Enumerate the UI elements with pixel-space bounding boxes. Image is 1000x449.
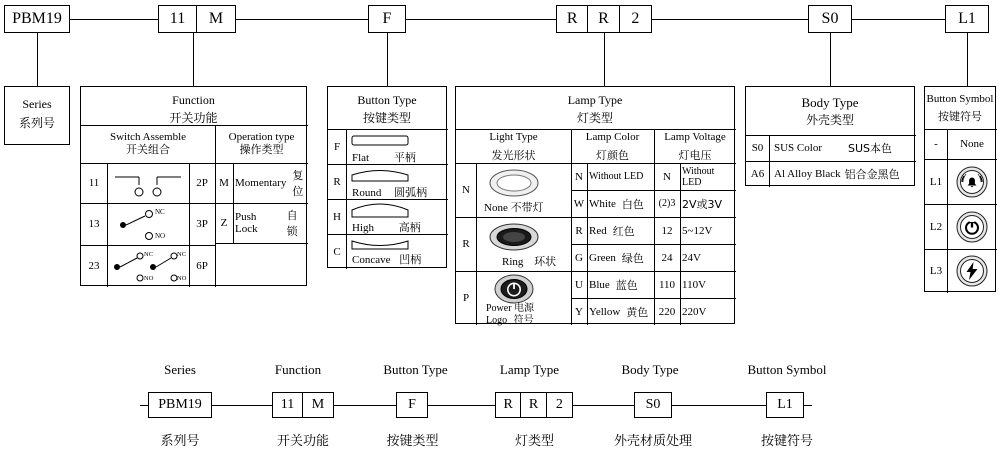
connector-line (852, 19, 945, 20)
body-type-label-0-cn: SUS本色 (848, 142, 893, 155)
assemble-code-0: 11 (88, 177, 100, 189)
operation-label-1-en: Push Lock (235, 211, 258, 235)
lamp-voltage-header-en: Lamp Voltage (664, 131, 726, 143)
button-type-label-1-cn: 圆弧柄 (394, 186, 428, 199)
button-type-label-2 (352, 219, 421, 235)
symbol-code-2: L2 (929, 220, 943, 233)
lamp-color-code-0: N (575, 170, 583, 183)
light-type-label-2b (486, 311, 534, 326)
svg-text:NO: NO (177, 275, 187, 282)
round-button-icon (350, 168, 410, 184)
operation-label-1 (235, 203, 308, 243)
light-type-code-1: R (462, 238, 470, 250)
body-type-label-1-en: Al Alloy Black (774, 168, 841, 180)
svg-text:NC: NC (144, 251, 154, 258)
lamp-color-code-1: W (573, 197, 585, 210)
lamp-color-label-3-en: Green (589, 251, 616, 264)
lamp-voltage-value-5: 220V (682, 305, 707, 318)
bell-icon (955, 165, 989, 199)
light-type-label-2-en: Power (486, 303, 512, 314)
lamp-voltage-code-0: N (663, 170, 671, 183)
bottom-code-lamp-3: 2 (555, 397, 563, 412)
schematic-3p-icon (109, 206, 187, 244)
bottom-code-function-2: M (311, 397, 325, 412)
panel-divider (233, 163, 234, 243)
symbol-code-0: - (934, 138, 938, 150)
code-lamp-2: R (588, 6, 619, 32)
button-type-code-2: H (333, 210, 341, 223)
lamp-voltage-value-0: Without LED (682, 165, 715, 188)
drop-line (830, 33, 831, 86)
svg-text:NC: NC (155, 208, 165, 216)
lamp-color-label-3 (589, 244, 654, 271)
lamp-color-code-5: Y (575, 305, 583, 318)
svg-text:NO: NO (155, 232, 166, 240)
body-type-title-en: Body Type (801, 95, 859, 110)
schematic-2p-icon (109, 167, 187, 201)
code-lamp-3: 2 (631, 10, 640, 27)
lamp-voltage-value-2: 5~12V (682, 224, 713, 237)
lamp-voltage-value-1: 2V或3V (682, 197, 723, 211)
button-type-label-0-cn: 平柄 (393, 151, 416, 164)
operation-label-1-cn: 自锁 (286, 209, 298, 238)
symbol-code-3: L3 (929, 265, 943, 277)
panel-divider (107, 163, 108, 287)
operation-label-0-en: Momentary (235, 177, 287, 189)
button-type-label-3-en: Concave (352, 254, 391, 266)
bolt-icon (955, 254, 989, 288)
lamp-voltage-code-5: 220 (658, 305, 676, 318)
lamp-color-label-2 (589, 217, 654, 244)
connector-line (406, 19, 556, 20)
lamp-color-label-1-en: White (589, 197, 616, 210)
bottom-code-lamp-1: R (496, 393, 521, 417)
body-type-label-1 (774, 161, 916, 187)
lamp-color-label-1-cn: 白色 (621, 197, 644, 211)
body-type-label-0-en: SUS Color (774, 142, 822, 154)
code-function-1: 11 (159, 6, 197, 32)
operation-type-header-en: Operation type (228, 131, 295, 143)
panel-button-type (327, 86, 447, 268)
lamp-color-code-2: R (575, 224, 583, 237)
light-type-code-2: P (462, 292, 470, 304)
bottom-code-function (272, 392, 334, 418)
button-type-code-1: R (333, 175, 341, 188)
button-type-label-3-cn: 凹柄 (399, 253, 422, 266)
connector-line (236, 19, 368, 20)
lamp-color-label-4-cn: 蓝色 (615, 278, 638, 292)
bottom-code-series-text: PBM19 (158, 397, 202, 412)
lamp-voltage-code-3: 24 (661, 251, 673, 264)
bottom-header-1: Function (274, 362, 322, 377)
code-button-type (368, 5, 406, 33)
lamp-color-header-cn: 灯颜色 (596, 149, 629, 162)
lamp-color-label-4 (589, 271, 654, 298)
lamp-color-label-0 (589, 163, 654, 190)
panel-body-type (745, 86, 915, 186)
light-type-label-2-cn2: 符号 (513, 315, 534, 326)
button-type-label-2-cn: 高柄 (398, 221, 421, 234)
button-type-code-3: C (333, 245, 341, 258)
function-title-cn: 开关功能 (169, 111, 218, 125)
schematic-6p-icon (109, 248, 187, 286)
operation-label-0 (235, 163, 308, 203)
bottom-connector-line (672, 405, 766, 406)
assemble-poles-1: 3P (196, 218, 208, 230)
concave-button-icon (350, 237, 410, 251)
lamp-color-label-5 (589, 298, 654, 325)
body-type-code-0: S0 (751, 142, 764, 154)
switch-assemble-header-cn: 开关组合 (126, 143, 170, 156)
bottom-code-button-type (396, 392, 428, 418)
code-series-text: PBM19 (12, 10, 62, 27)
light-type-label-0-en: None (484, 202, 508, 214)
body-type-label-0 (774, 135, 914, 161)
code-body-type (808, 5, 852, 33)
bottom-code-button-type-text: F (408, 397, 416, 412)
panel-divider (769, 135, 770, 187)
svg-text:NC: NC (177, 251, 187, 258)
lamp-color-code-4: U (575, 278, 583, 291)
connector-line (70, 19, 158, 20)
bottom-caption-3: 灯类型 (514, 434, 554, 449)
light-type-label-1-en: Ring (502, 256, 524, 268)
bottom-caption-0: 系列号 (160, 434, 200, 449)
lamp-voltage-header-cn: 灯电压 (678, 149, 712, 162)
button-type-title-en: Button Type (357, 93, 417, 107)
bottom-header-2: Button Type (383, 362, 448, 377)
bottom-code-body-type (634, 392, 672, 418)
button-type-label-3 (352, 251, 421, 267)
light-type-label-1-cn: 环状 (534, 255, 557, 268)
bottom-connector-line (428, 405, 495, 406)
symbol-code-1: L1 (929, 175, 943, 188)
code-series (4, 5, 70, 33)
operation-code-0: M (219, 177, 229, 189)
lamp-color-label-2-cn: 红色 (612, 224, 635, 238)
lamp-color-label-5-cn: 黄色 (626, 305, 649, 319)
drop-line (604, 33, 605, 86)
lamp-color-label-1 (589, 190, 654, 217)
bottom-caption-2: 按键类型 (386, 434, 439, 449)
code-body-type-text: S0 (821, 10, 839, 27)
drop-line (37, 33, 38, 86)
lamp-color-label-0-en: Without LED (589, 171, 644, 182)
symbol-cell-1 (947, 159, 997, 204)
body-type-code-1: A6 (750, 168, 765, 180)
bottom-header-3: Lamp Type (499, 362, 560, 377)
bottom-code-series (148, 392, 212, 418)
drop-line (193, 33, 194, 86)
assemble-code-1: 13 (88, 218, 100, 230)
panel-divider (215, 243, 308, 244)
lamp-color-label-2-en: Red (589, 224, 607, 237)
bottom-header-0: Series (164, 362, 196, 377)
button-type-title-cn: 按键类型 (362, 111, 411, 125)
code-button-symbol (945, 5, 989, 33)
none-lamp-icon (488, 167, 540, 199)
bottom-code-lamp-2: R (521, 393, 546, 417)
bottom-connector-line (212, 405, 272, 406)
bottom-code-button-symbol (766, 392, 804, 418)
assemble-code-2: 23 (88, 260, 100, 272)
code-lamp-type (556, 5, 652, 33)
lamp-color-label-4-en: Blue (589, 278, 610, 291)
bottom-code-button-symbol-text: L1 (777, 397, 793, 412)
operation-code-1: Z (220, 217, 228, 229)
bottom-connector-line (140, 405, 148, 406)
symbol-label-0: None (960, 138, 984, 150)
body-type-label-1-cn: 铝合金黑色 (844, 168, 900, 181)
flat-button-icon (350, 133, 410, 149)
symbol-cell-2 (947, 204, 997, 249)
bottom-caption-4: 外壳材质处理 (613, 434, 692, 449)
svg-text:NO: NO (144, 275, 154, 282)
symbol-title-en: Button Symbol (926, 93, 994, 105)
power-icon (955, 210, 989, 244)
bottom-code-body-type-text: S0 (645, 397, 661, 412)
function-title-en: Function (172, 93, 215, 107)
lamp-color-label-5-en: Yellow (589, 305, 621, 318)
bottom-header-4: Body Type (621, 362, 679, 377)
code-button-type-text: F (382, 10, 392, 27)
button-type-label-0 (352, 149, 416, 165)
ring-lamp-icon (488, 221, 540, 253)
lamp-voltage-code-4: 110 (658, 278, 676, 291)
lamp-title-en: Lamp Type (567, 93, 623, 107)
light-type-label-0 (484, 199, 544, 215)
light-type-label-1 (502, 253, 556, 269)
panel-divider (456, 129, 736, 130)
lamp-title-cn: 灯类型 (576, 111, 613, 125)
lamp-voltage-value-4: 110V (682, 278, 707, 291)
bottom-caption-1: 开关功能 (276, 434, 329, 449)
symbol-cell-3 (947, 249, 997, 293)
high-button-icon (350, 202, 410, 219)
panel-divider (476, 163, 477, 325)
bottom-connector-line (334, 405, 396, 406)
drop-line (967, 33, 968, 86)
switch-assemble-header-en: Switch Assemble (109, 131, 187, 143)
assemble-poles-2: 6P (196, 260, 208, 272)
series-title-en: Series (22, 97, 52, 111)
connector-line (652, 19, 808, 20)
operation-label-0-cn: 复位 (292, 169, 304, 198)
lamp-color-code-3: G (575, 251, 583, 264)
lamp-voltage-code-1: (2)3 (658, 198, 676, 209)
body-type-title-cn: 外壳类型 (805, 113, 854, 128)
light-type-label-0-cn: 不带灯 (510, 201, 544, 214)
button-type-label-1 (352, 184, 427, 200)
drop-line (387, 33, 388, 86)
code-lamp-1: R (557, 6, 588, 32)
series-title-cn: 系列号 (18, 116, 55, 130)
lamp-voltage-code-2: 12 (661, 224, 673, 237)
light-type-label-2-cn: 电源 (514, 303, 535, 314)
code-function-2: M (208, 10, 224, 27)
lamp-color-header-en: Lamp Color (585, 131, 640, 143)
symbol-title-cn: 按键符号 (938, 109, 982, 123)
bottom-connector-line (573, 405, 634, 406)
light-type-label-2-en2: Logo (486, 315, 508, 326)
button-type-label-2-en: High (352, 222, 374, 234)
panel-function (80, 86, 307, 286)
panel-button-symbol (924, 86, 996, 292)
bottom-caption-5: 按键符号 (760, 434, 813, 449)
code-button-symbol-text: L1 (958, 10, 976, 27)
button-type-label-0-en: Flat (352, 152, 370, 164)
bottom-header-5: Button Symbol (747, 362, 827, 377)
assemble-poles-0: 2P (196, 177, 208, 189)
button-type-code-0: F (333, 140, 341, 153)
code-function (158, 5, 236, 33)
light-type-header-cn: 发光形状 (491, 149, 536, 162)
bottom-connector-line (804, 405, 812, 406)
light-type-code-0: N (462, 184, 470, 196)
panel-series (4, 86, 70, 145)
panel-lamp-type (455, 86, 735, 324)
bottom-code-lamp-type (495, 392, 573, 418)
bottom-code-function-1: 11 (273, 393, 303, 417)
button-type-label-1-en: Round (352, 187, 382, 199)
light-type-header-en: Light Type (489, 131, 538, 143)
operation-type-header-cn: 操作类型 (239, 143, 284, 156)
lamp-voltage-value-3: 24V (682, 251, 701, 264)
lamp-color-label-3-cn: 绿色 (621, 251, 644, 265)
